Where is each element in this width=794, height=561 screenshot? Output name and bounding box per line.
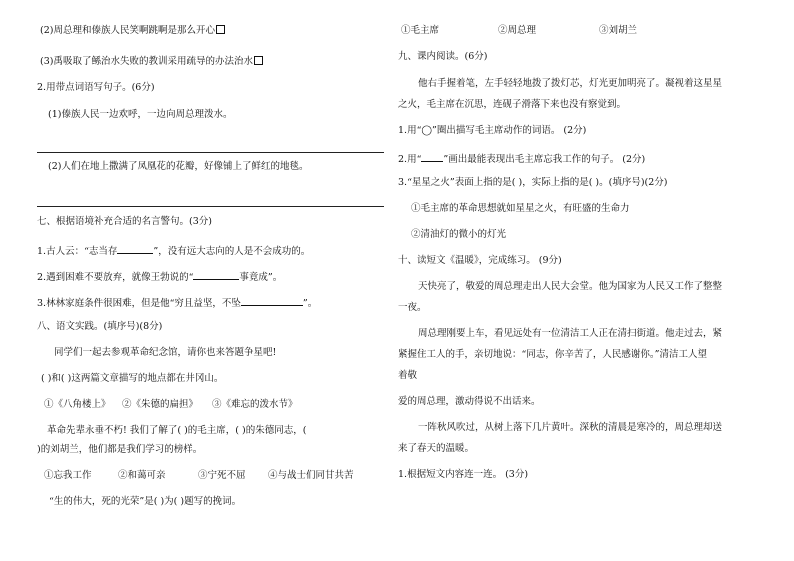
- s8-option-2: ②《朱德的扁担》: [122, 399, 199, 410]
- q2-title: 2.用带点词语写句子。(6分): [37, 82, 155, 93]
- s10-p4a: 一阵秋风吹过，从树上落下几片黄叶。深秋的清晨是寒冷的，周总理却送: [418, 422, 723, 433]
- s9-option-2: ②清油灯的微小的灯光: [411, 229, 507, 240]
- section-8-title: 八、语文实践。(填序号)(8分): [37, 321, 163, 332]
- option-zhou: ②周总理: [498, 25, 537, 36]
- s9-q2: 2.用“ ”画出最能表现出毛主席忘我工作的句子。 (2分): [398, 151, 645, 166]
- s10-q1: 1.根据短文内容连一连。 (3分): [398, 469, 529, 480]
- s9-q3: 3.“星星之火”表面上指的是( )，实际上指的是( )。(填序号)(2分): [398, 177, 668, 188]
- option-mao: ①毛主席: [401, 25, 440, 36]
- s8-option-3: ③《难忘的泼水节》: [212, 399, 298, 410]
- s9-passage-2: 之火，毛主席在沉思，连砚子滑落下来也没有察觉到。: [398, 99, 627, 110]
- s8-q1: ( )和( )这两篇文章描写的地点都在井冈山。: [41, 373, 224, 384]
- fill-blank[interactable]: [117, 243, 153, 254]
- s8-intro: 同学们一起去参观革命纪念馆，请你也来答题争星吧!: [54, 347, 277, 358]
- q2-1: (1)傣族人民一边欢呼，一边向周总理泼水。: [48, 109, 233, 120]
- s10-p3: 爱的周总理，激动得说不出话来。: [398, 396, 541, 407]
- s10-p1a: 天快亮了，敬爱的周总理走出人民大会堂。他为国家为人民又工作了整整: [418, 281, 723, 292]
- section-10-title: 十、读短文《温暖》，完成练习。 (9分): [398, 255, 562, 266]
- answer-line-2[interactable]: [37, 206, 384, 207]
- s8-option-1: ①《八角楼上》: [44, 399, 111, 410]
- q1-3-line: (3)禹吸取了鲧治水失败的教训采用疏导的办法治水: [40, 56, 264, 68]
- answer-line-1[interactable]: [37, 152, 384, 153]
- s9-option-1: ①毛主席的革命思想就如星星之火，有旺盛的生命力: [411, 203, 630, 214]
- s7-q3: 3.林林家庭条件很困难，但是他“穷且益坚，不坠 ”。: [37, 295, 317, 310]
- s10-p2c: 着敬: [398, 370, 418, 381]
- s8-choice-3: ③宁死不屈: [198, 470, 246, 481]
- s8-choice-2: ②和蔼可亲: [118, 470, 166, 481]
- option-liu: ③刘胡兰: [599, 25, 638, 36]
- s8-q3: “生的伟大，死的光荣”是( )为( )题写的挽词。: [49, 496, 242, 507]
- s10-p2b: 紧握住工人的手，亲切地说：“同志，你辛苦了，人民感谢你。”清洁工人望: [398, 349, 707, 360]
- fill-blank[interactable]: [241, 295, 303, 306]
- section-7-title: 七、根据语境补充合适的名言警句。(3分): [37, 216, 212, 227]
- q1-2-line: (2)周总理和傣族人民笑啊跳啊是那么开心: [40, 25, 226, 37]
- fill-blank[interactable]: [193, 269, 239, 280]
- s9-q1: 1.用“◯”圈出描写毛主席动作的词语。 (2分): [398, 125, 587, 136]
- s10-p4b: 来了春天的温暖。: [398, 443, 475, 454]
- underline-mark: [421, 151, 443, 162]
- answer-box[interactable]: [216, 25, 225, 34]
- s8-q2-line2: )的刘胡兰，他们都是我们学习的榜样。: [37, 444, 203, 455]
- s8-q2-line1: 革命先辈永垂不朽! 我们了解了( )的毛主席，( )的朱德同志，(: [47, 425, 307, 436]
- s8-choice-4: ④与战士们同甘共苦: [268, 470, 354, 481]
- s7-q1: 1.古人云：“志当存 ”，没有远大志向的人是不会成功的。: [37, 243, 310, 258]
- s7-q2: 2.遇到困难不要放弃，就像王勃说的“ 事竟成”。: [37, 269, 282, 284]
- s8-choice-1: ①忘我工作: [44, 470, 92, 481]
- s10-p1b: 一夜。: [398, 302, 427, 313]
- s9-passage-1: 他右手握着笔，左手轻轻地拨了拨灯芯，灯光更加明亮了。凝视着这星星: [418, 78, 723, 89]
- s10-p2a: 周总理刚要上车，看见远处有一位清洁工人正在清扫街道。他走过去，紧: [418, 328, 723, 339]
- answer-box[interactable]: [254, 56, 263, 65]
- section-9-title: 九、课内阅读。(6分): [398, 51, 488, 62]
- q2-2: (2)人们在地上撒满了凤凰花的花瓣，好像铺上了鲜红的地毯。: [48, 161, 309, 172]
